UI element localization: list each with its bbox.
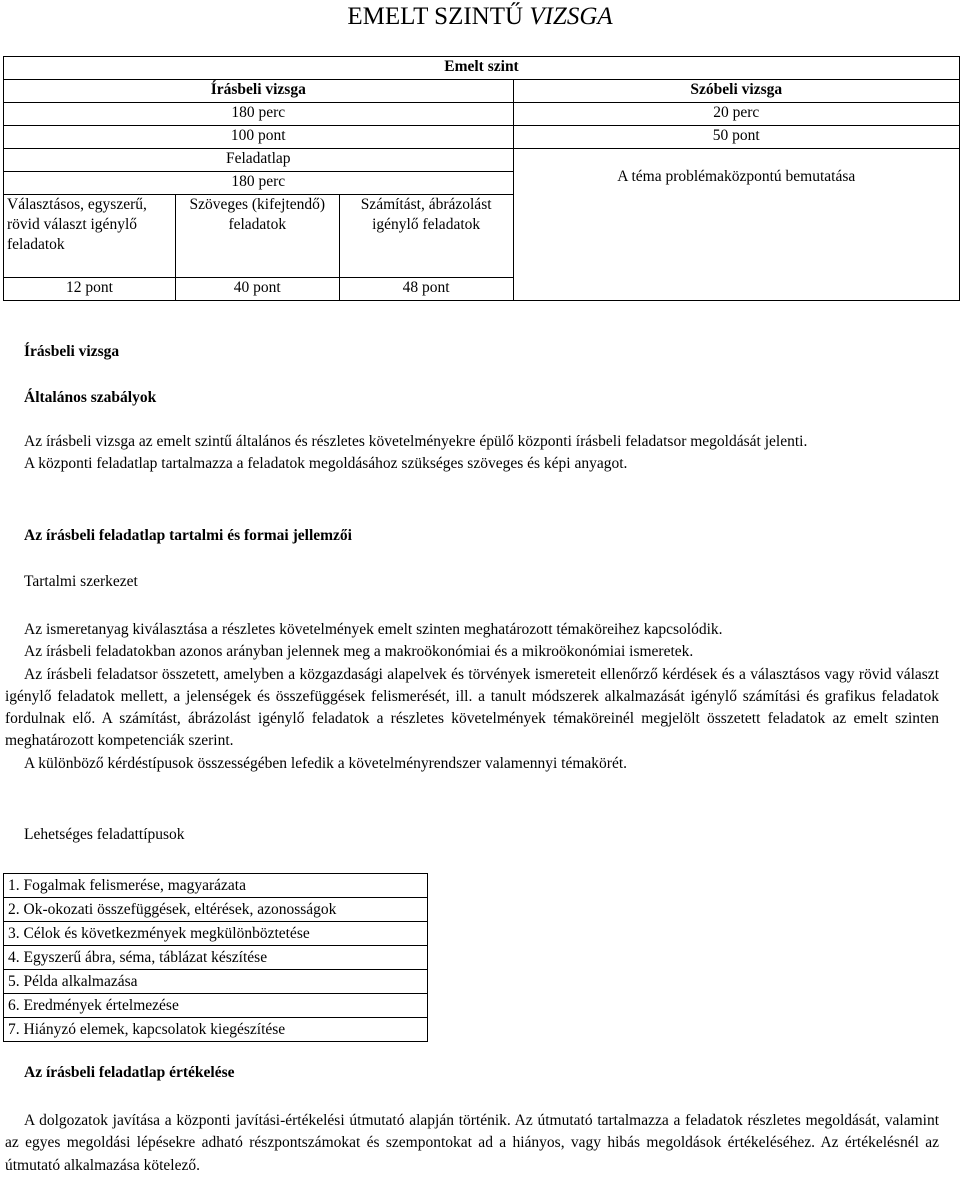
title-italic: VIZSGA — [529, 3, 613, 30]
task-type-calculation: Számítást, ábrázolást igénylő feladatok — [339, 195, 513, 278]
content-structure-text — [5, 619, 939, 775]
task-type-row: 5. Példa alkalmazása — [4, 970, 428, 994]
exam-structure-table — [3, 56, 960, 301]
content-paragraph-3: Az írásbeli feladatsor összetett, amelyben a közgazdasági alapelvek és törvények ismereteit ellenőrző kérdések és a választásos vagy rövid választ igénylő feladatok mellett, a jelenségek és összefüggések felismerését, ill. a tanult módszerek alkalmazását igénylő számítási és grafikus feladatok fordulnak elő. A számítást, ábrázolást igénylő feladatok a részletes követelmények témaköreinél megjelölt összetett feladatok az emelt szinten meghatározott kompetenciák szerint. — [5, 665, 939, 750]
oral-task-cell — [513, 149, 959, 301]
written-exam-time: 180 perc — [4, 103, 514, 126]
general-rules-heading: Általános szabályok — [24, 389, 157, 406]
content-paragraph-1: Az ismeretanyag kiválasztása a részletes követelmények emelt szinten meghatározott témaköreihez kapcsolódik. — [24, 621, 723, 638]
worksheet-time: 180 perc — [4, 172, 514, 195]
content-structure-heading: Tartalmi szerkezet — [24, 573, 138, 590]
task-type-row: 7. Hiányzó elemek, kapcsolatok kiegészítése — [4, 1018, 428, 1042]
content-paragraph-4: A különböző kérdéstípusok összességében lefedik a követelményrendszer valamennyi témakörét. — [24, 754, 628, 772]
task-type-row: 1. Fogalmak felismerése, magyarázata — [4, 874, 428, 898]
general-rules-paragraph-2: A központi feladatlap tartalmazza a feladatok megoldásához szükséges szöveges és képi anyagot. — [24, 455, 628, 473]
evaluation-heading: Az írásbeli feladatlap értékelése — [24, 1064, 235, 1081]
task-type-essay: Szöveges (kifejtendő) feladatok — [175, 195, 339, 278]
task-type-row: 2. Ok-okozati összefüggések, eltérések, azonosságok — [4, 898, 428, 922]
general-rules-text — [5, 431, 939, 476]
title-plain: EMELT SZINTŰ — [347, 3, 524, 30]
task-types-table — [3, 873, 428, 1042]
page-title — [0, 0, 960, 34]
task-types-heading: Lehetséges feladattípusok — [24, 826, 185, 843]
task-type-row: 6. Eredmények értelmezése — [4, 994, 428, 1018]
points-choice: 12 pont — [4, 278, 176, 301]
oral-task-text: A téma problémaközpontú bemutatása — [617, 167, 856, 185]
worksheet-label: Feladatlap — [4, 149, 514, 172]
written-exam-heading: Írásbeli vizsga — [24, 343, 120, 360]
points-calculation: 48 pont — [339, 278, 513, 301]
oral-exam-label: Szóbeli vizsga — [513, 80, 959, 103]
oral-exam-points: 50 pont — [513, 126, 959, 149]
points-essay: 40 pont — [175, 278, 339, 301]
written-exam-points: 100 pont — [4, 126, 514, 149]
table-header-emelt-szint: Emelt szint — [4, 57, 960, 80]
oral-exam-time: 20 perc — [513, 103, 959, 126]
features-heading: Az írásbeli feladatlap tartalmi és formai jellemzői — [24, 527, 352, 544]
content-paragraph-2: Az írásbeli feladatokban azonos arányban jelennek meg a makroökonómiai és a mikroökonómiai ismeretek. — [24, 643, 694, 661]
general-rules-paragraph-1: Az írásbeli vizsga az emelt szintű általános és részletes követelményekre épülő központi írásbeli feladatsor megoldását jelenti. — [24, 433, 808, 450]
evaluation-text — [5, 1110, 939, 1177]
task-type-choice: Választásos, egyszerű, rövid választ igénylő feladatok — [4, 195, 176, 278]
task-type-row: 4. Egyszerű ábra, séma, táblázat készítése — [4, 946, 428, 970]
written-exam-label: Írásbeli vizsga — [4, 80, 514, 103]
evaluation-paragraph: A dolgozatok javítása a központi javítási-értékelési útmutató alapján történik. Az útmutató tartalmazza a feladatok részletes megoldását, valamint az egyes megoldási lépésekre adható részpontszámokat és szempontokat ad a hiányos, vagy hibás megoldások értékeléséhez. Az értékelésnél az útmutató alkalmazása kötelező. — [5, 1112, 939, 1174]
task-type-row: 3. Célok és következmények megkülönböztetése — [4, 922, 428, 946]
